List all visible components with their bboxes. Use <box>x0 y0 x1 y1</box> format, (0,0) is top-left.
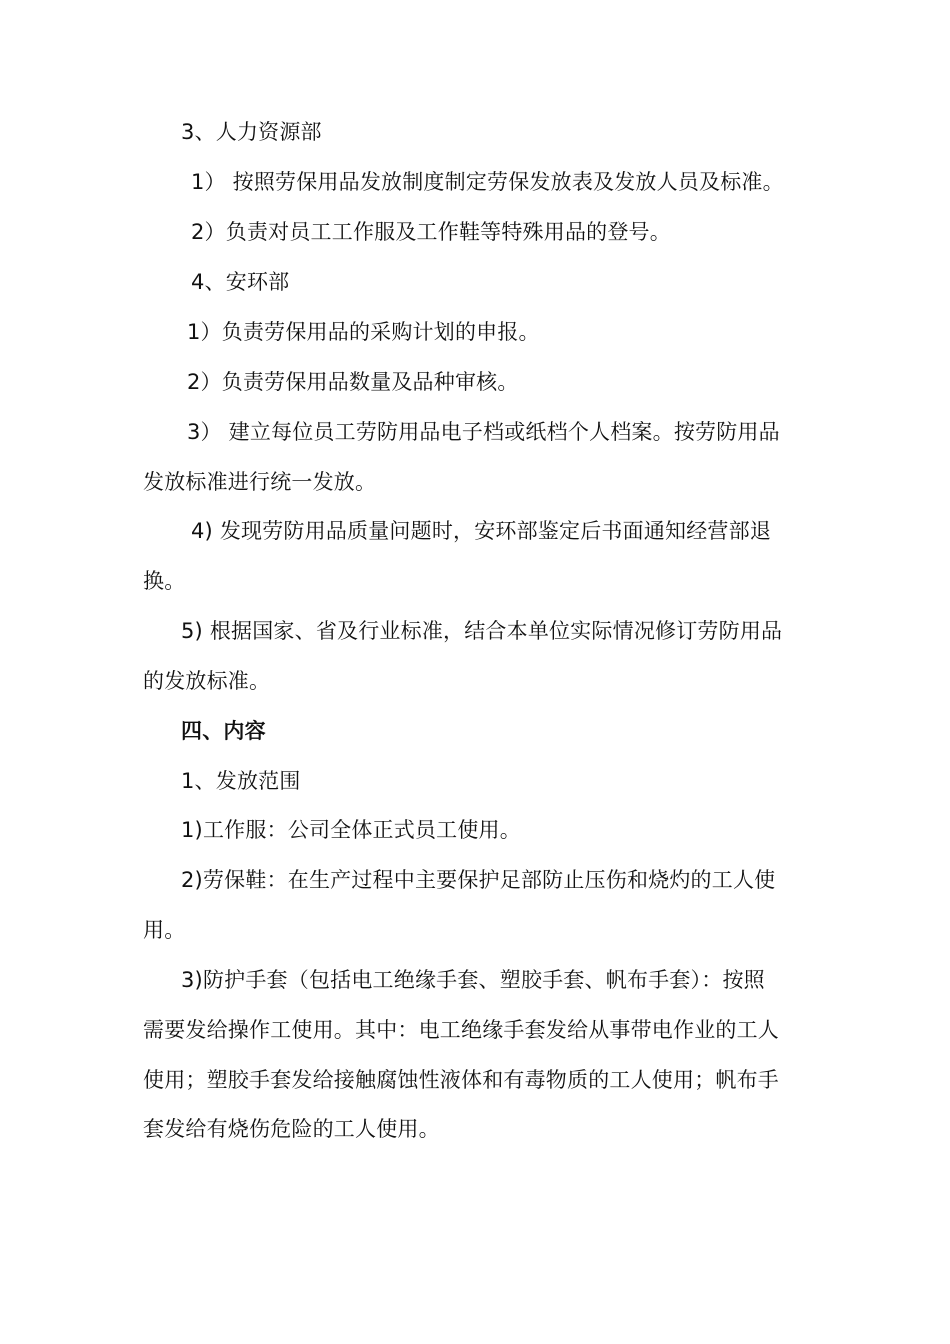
text-line: 的发放标准。 <box>143 669 271 693</box>
text-line: 5) 根据国家、省及行业标准，结合本单位实际情况修订劳防用品 <box>181 619 783 643</box>
text-line: 1）负责劳保用品的采购计划的申报。 <box>187 320 540 344</box>
text-line: 1、发放范围 <box>181 769 301 793</box>
text-line: 1） 按照劳保用品发放制度制定劳保发放表及发放人员及标准。 <box>191 170 784 194</box>
text-line: 2）负责劳保用品数量及品种审核。 <box>187 370 519 394</box>
text-line: 2)劳保鞋：在生产过程中主要保护足部防止压伤和烧灼的工人使 <box>181 868 776 892</box>
text-line: 3） 建立每位员工劳防用品电子档或纸档个人档案。按劳防用品 <box>187 420 780 444</box>
text-line: 用。 <box>143 918 186 942</box>
text-line: 1)工作服：公司全体正式员工使用。 <box>181 818 521 842</box>
text-line: 4、安环部 <box>191 270 290 294</box>
section-heading: 四、内容 <box>181 719 266 743</box>
text-line: 2）负责对员工工作服及工作鞋等特殊用品的登号。 <box>191 220 671 244</box>
text-line: 使用；塑胶手套发给接触腐蚀性液体和有毒物质的工人使用；帆布手 <box>143 1068 779 1092</box>
text-line: 3、人力资源部 <box>181 120 322 144</box>
text-line: 需要发给操作工使用。其中：电工绝缘手套发给从事带电作业的工人 <box>143 1018 779 1042</box>
text-line: 3)防护手套（包括电工绝缘手套、塑胶手套、帆布手套）：按照 <box>181 968 765 992</box>
text-line: 发放标准进行统一发放。 <box>143 470 377 494</box>
text-line: 套发给有烧伤危险的工人使用。 <box>143 1117 440 1141</box>
text-line: 换。 <box>143 569 186 593</box>
text-line: 4) 发现劳防用品质量问题时，安环部鉴定后书面通知经营部退 <box>191 519 772 543</box>
